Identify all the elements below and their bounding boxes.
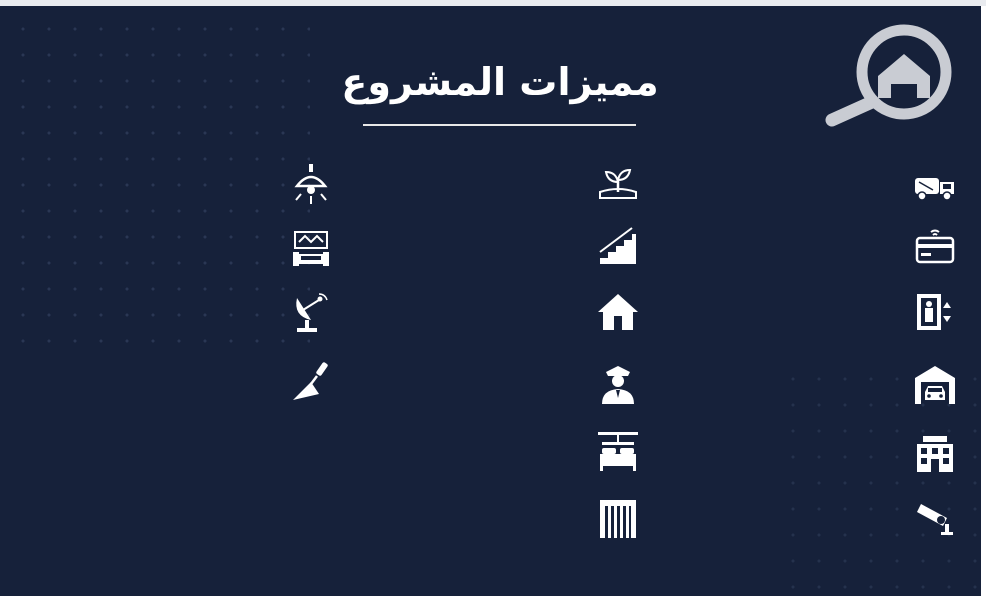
smart-card-icon	[913, 226, 957, 270]
plaster-trowel-icon	[289, 360, 333, 404]
building-facade-icon	[913, 432, 957, 476]
security-guard-icon	[596, 362, 640, 406]
stairs-icon	[596, 224, 640, 268]
security-camera-icon	[913, 494, 957, 538]
decor-sofa-icon	[289, 228, 333, 272]
home-search-logo-icon	[820, 16, 965, 131]
ceiling-fan-icon	[596, 430, 640, 474]
title-underline	[363, 124, 636, 126]
soil-sprout-icon	[596, 162, 640, 206]
garage-gate-icon	[596, 496, 640, 540]
dot-pattern	[10, 16, 310, 346]
garage-car-icon	[913, 362, 957, 406]
concrete-mixer-truck-icon	[913, 162, 957, 206]
elevator-icon	[913, 290, 957, 334]
ceiling-lamp-icon	[289, 162, 333, 206]
house-entrance-icon	[596, 290, 640, 334]
satellite-dish-icon	[289, 290, 333, 334]
page-title: مميزات المشروع	[341, 60, 659, 104]
